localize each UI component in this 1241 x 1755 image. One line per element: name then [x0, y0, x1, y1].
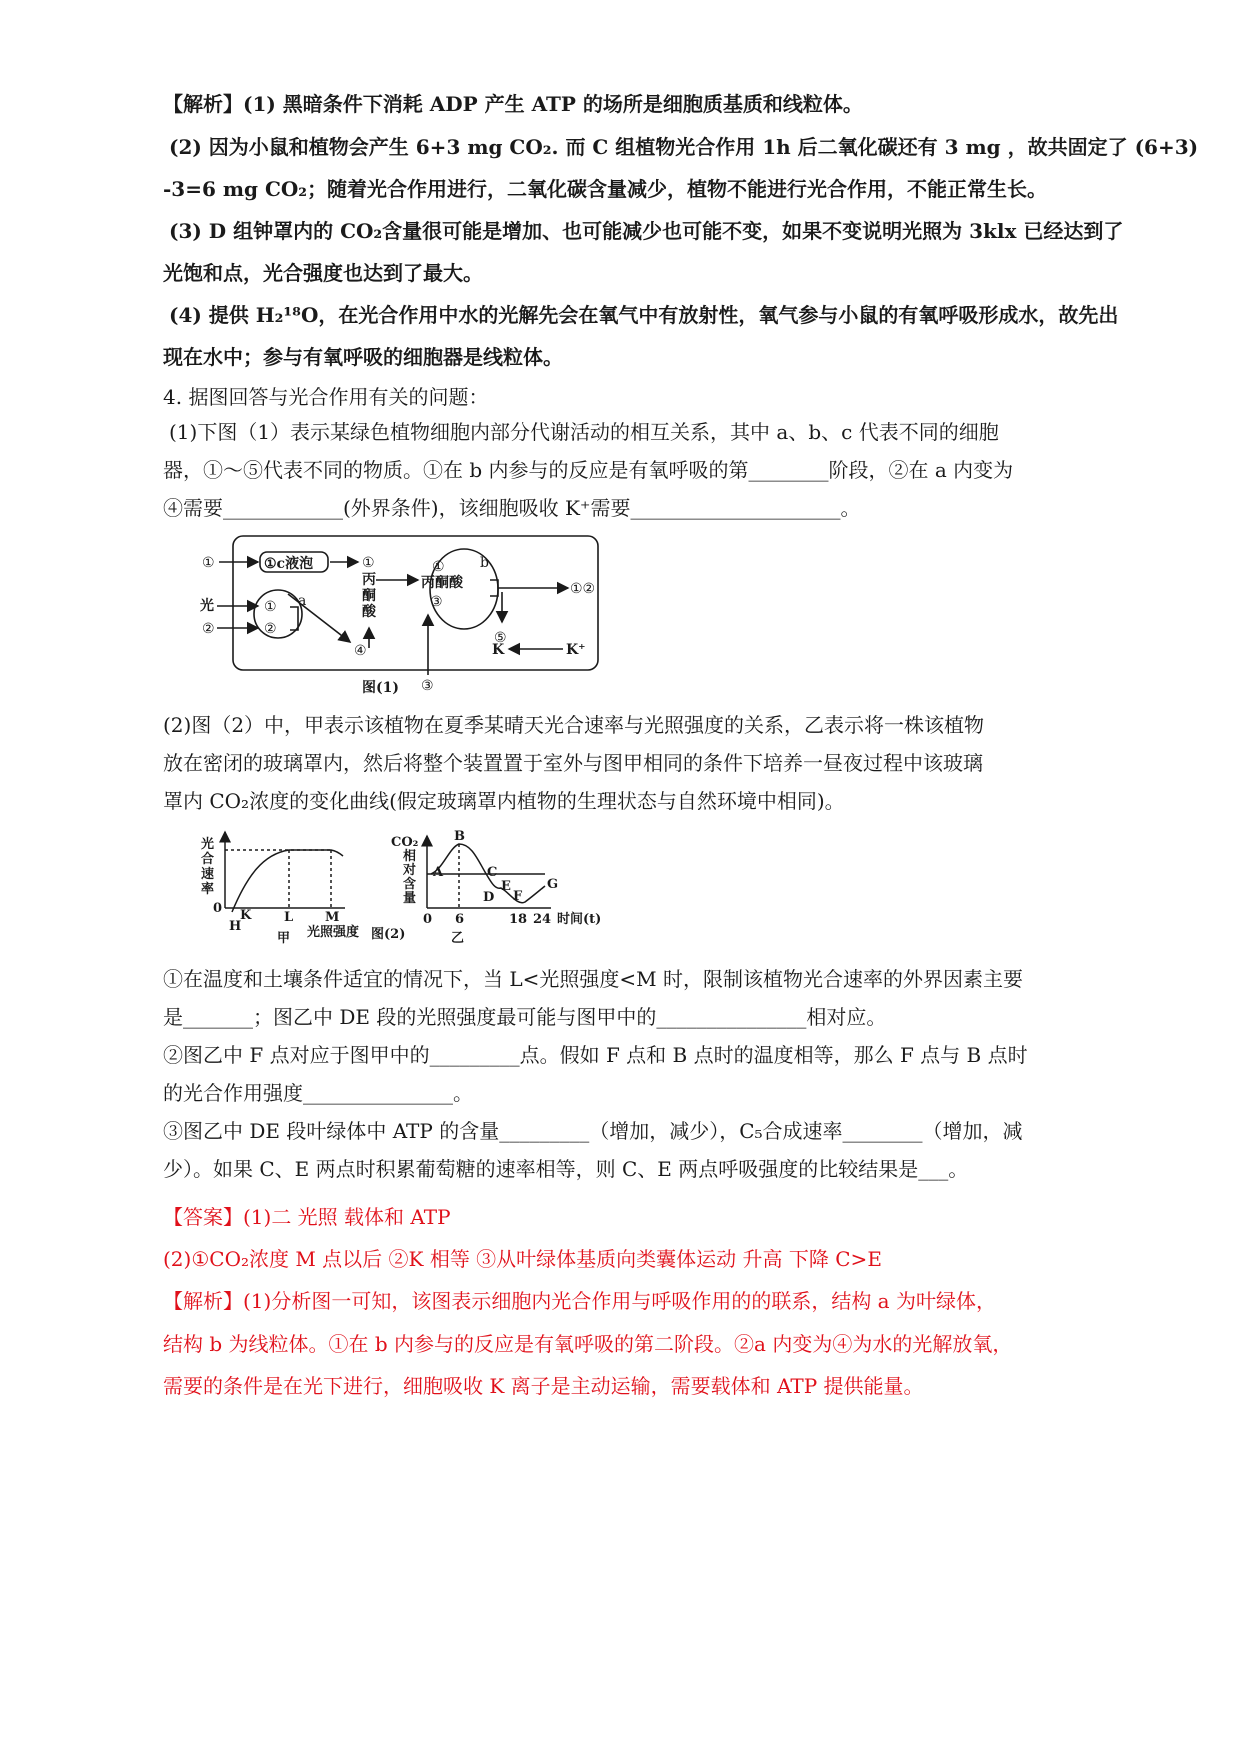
- yi-ylabel-3: 对: [403, 863, 417, 878]
- prev-analysis-line-5: 光饱和点，光合强度也达到了最大。: [163, 261, 483, 285]
- yi-tick-0: 0: [423, 912, 433, 927]
- analysis-line-2: 结构 b 为线粒体。①在 b 内参与的反应是有氧呼吸的第二阶段。②a 内变为④为水的光解放氧，: [163, 1332, 1013, 1356]
- jia-K: K: [240, 908, 252, 923]
- fig1-n3-bottom: ③: [421, 678, 434, 694]
- jia-L: L: [284, 910, 294, 925]
- sub-question-2-line-2: 的光合作用强度_______________。: [163, 1081, 473, 1105]
- fig1-caption: 图(1): [362, 680, 399, 696]
- jia-curve: [232, 850, 343, 912]
- fig1-out12: ①②: [570, 581, 596, 597]
- jia-xlabel: 光照强度: [307, 925, 360, 940]
- prev-analysis-line-7: 现在水中；参与有氧呼吸的细胞器是线粒体。: [163, 345, 563, 369]
- fig1-n1-mid: ①: [362, 555, 375, 571]
- fig1-light: 光: [200, 598, 214, 614]
- sub-question-1-line-2: 是_______；图乙中 DE 段的光照强度最可能与图甲中的_______________相对应。: [163, 1005, 887, 1029]
- yi-point-A: A: [433, 865, 444, 880]
- jia-name: 甲: [277, 931, 291, 946]
- fig1-n1-left: ①: [202, 555, 215, 571]
- sub-question-1-line-1: ①在温度和土壤条件适宜的情况下，当 L<光照强度<M 时，限制该植物光合速率的外界因素主要: [163, 967, 1023, 991]
- jia-M: M: [325, 910, 340, 925]
- prev-analysis-line-6: (4) 提供 H₂¹⁸O，在光合作用中水的光解先会在氧气中有放射性，氧气参与小鼠的有氧呼吸形成水，故先出: [169, 303, 1119, 327]
- question-part1-line-3: ④需要____________(外界条件)，该细胞吸收 K⁺需要_____________________。: [163, 496, 861, 520]
- fig1-vacuole-label: ①c液泡: [264, 556, 314, 572]
- question-part1-line-2: 器，①～⑤代表不同的物质。①在 b 内参与的反应是有氧呼吸的第________阶段，②在 a 内变为: [163, 458, 1014, 482]
- yi-ylabel-2: 相: [403, 849, 417, 864]
- question-part2-line-1: (2)图（2）中，甲表示该植物在夏季某晴天光合速率与光照强度的关系，乙表示将一株该植物: [163, 713, 985, 737]
- yi-tick-6: 6: [455, 912, 465, 927]
- yi-ylabel-4: 含: [403, 877, 417, 892]
- fig1-label-a: a: [298, 593, 307, 609]
- fig1-k-plus: K⁺: [566, 642, 586, 658]
- figure-1-diagram: [200, 532, 640, 702]
- figure-2-graphs: [195, 826, 625, 954]
- jia-zero: 0: [213, 901, 223, 916]
- yi-tick-18: 18: [509, 912, 528, 927]
- yi-point-G: G: [547, 877, 559, 892]
- fig1-n3-in-b: ③: [430, 594, 443, 610]
- prev-analysis-line-4: (3) D 组钟罩内的 CO₂含量很可能是增加、也可能减少也可能不变，如果不变说明光照为 3klx 已经达到了: [169, 219, 1124, 243]
- fig1-pyruvate-h: 丙酮酸: [421, 575, 463, 591]
- fig2-caption: 图(2): [371, 927, 406, 942]
- prev-analysis-line-2: (2) 因为小鼠和植物会产生 6+3 mg CO₂. 而 C 组植物光合作用 1h 后二氧化碳还有 3 mg ，故共固定了 (6+3): [169, 135, 1199, 159]
- question-part2-line-3: 罩内 CO₂浓度的变化曲线(假定玻璃罩内植物的生理状态与自然环境中相同)。: [163, 789, 845, 813]
- question-part2-line-2: 放在密闭的玻璃罩内，然后将整个装置置于室外与图甲相同的条件下培养一昼夜过程中该玻璃: [163, 751, 983, 775]
- jia-ylabel-2: 合: [201, 852, 215, 867]
- yi-ylabel-5: 量: [403, 891, 417, 906]
- question-part1-line-1: (1)下图（1）表示某绿色植物细胞内部分代谢活动的相互关系，其中 a、b、c 代表不同的细胞: [169, 420, 999, 444]
- prev-analysis-line-3: -3=6 mg CO₂；随着光合作用进行，二氧化碳含量减少，植物不能进行光合作用，不能正常生长。: [163, 177, 1048, 201]
- answer-line-1: 【答案】(1)二 光照 载体和 ATP: [163, 1205, 451, 1229]
- analysis-line-1: 【解析】(1)分析图一可知，该图表示细胞内光合作用与呼吸作用的的联系，结构 a 为叶绿体，: [163, 1289, 996, 1313]
- yi-tick-24: 24: [533, 912, 552, 927]
- fig1-pyruvate-v3: 酸: [362, 604, 376, 620]
- fig1-n2-in-a: ②: [264, 621, 277, 637]
- graph-yi: [371, 829, 601, 946]
- fig1-k: K: [492, 642, 505, 658]
- sub-question-3-line-1: ③图乙中 DE 段叶绿体中 ATP 的含量_________（增加，减少），C₅合成速率________（增加，减: [163, 1119, 1023, 1143]
- question-title: 4. 据图回答与光合作用有关的问题：: [163, 385, 489, 409]
- yi-xlabel: 时间(t): [557, 912, 602, 927]
- fig1-n5: ⑤: [494, 630, 507, 646]
- yi-ylabel-1: CO₂: [391, 835, 419, 850]
- fig1-n4: ④: [354, 643, 367, 659]
- fig1-label-b: b: [480, 555, 489, 571]
- fig1-n1-in-b: ①: [432, 559, 445, 575]
- yi-name: 乙: [451, 931, 465, 946]
- answer-line-2: (2)①CO₂浓度 M 点以后 ②K 相等 ③从叶绿体基质向类囊体运动 升高 下降 C>E: [163, 1247, 882, 1271]
- yi-point-E: E: [501, 879, 511, 894]
- jia-ylabel-1: 光: [201, 837, 215, 852]
- fig1-n2-left: ②: [202, 621, 215, 637]
- yi-point-F: F: [513, 889, 523, 904]
- yi-point-D: D: [483, 890, 495, 905]
- sub-question-2-line-1: ②图乙中 F 点对应于图甲中的_________点。假如 F 点和 B 点时的温度相等，那么 F 点与 B 点时: [163, 1043, 1028, 1067]
- fig1-n1-in-a: ①: [264, 599, 277, 615]
- sub-question-3-line-2: 少）。如果 C、E 两点时积累葡萄糖的速率相等，则 C、E 两点呼吸强度的比较结果是___。: [163, 1157, 969, 1181]
- prev-analysis-line-1: 【解析】(1) 黑暗条件下消耗 ADP 产生 ATP 的场所是细胞质基质和线粒体。: [163, 92, 863, 116]
- fig1-pyruvate-v2: 酮: [362, 588, 376, 604]
- analysis-line-3: 需要的条件是在光下进行，细胞吸收 K 离子是主动运输，需要载体和 ATP 提供能量。: [163, 1374, 924, 1398]
- graph-jia: [201, 832, 359, 946]
- fig1-pyruvate-v1: 丙: [362, 572, 376, 588]
- jia-ylabel-4: 率: [201, 882, 215, 897]
- jia-ylabel-3: 速: [201, 867, 215, 882]
- jia-H: H: [229, 919, 242, 934]
- yi-point-B: B: [454, 829, 465, 844]
- yi-point-C: C: [487, 865, 498, 880]
